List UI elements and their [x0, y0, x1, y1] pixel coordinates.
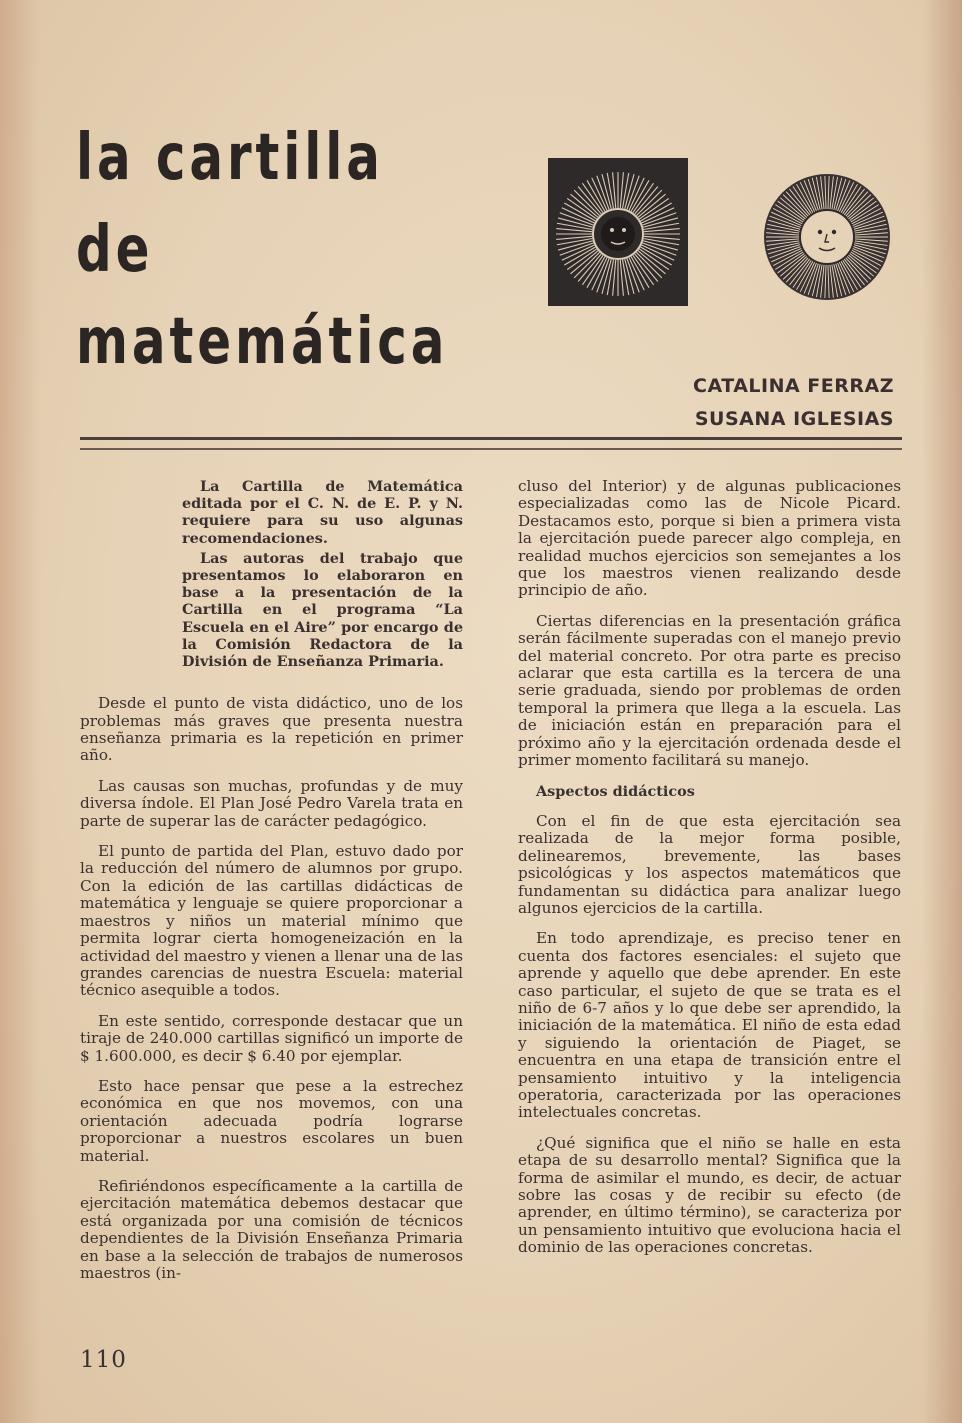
title-line: de [76, 213, 154, 287]
body-paragraph: En todo aprendizaje, es preciso tener en cuenta dos factores esenciales: el sujeto que aprende y aquello que debe aprender. En este caso particular, el sujeto de que se trata es el niño de 6-7 años y lo que debe ser aprendido, la iniciación de la matemática. El niño de esta edad y siguiendo la orientación de Piaget, se encuentra en una etapa de transición entre el pensamiento intuitivo y la inteligencia operatoria, caracterizada por las operaciones intelectuales concretas. [518, 929, 901, 1122]
sun-emblem-square [548, 158, 688, 306]
header-divider [80, 437, 902, 450]
sun-face-icon [548, 158, 688, 306]
sun-emblem-round [762, 172, 892, 302]
article-title [76, 112, 448, 388]
section-heading: Aspectos didácticos [536, 782, 695, 800]
page-edge-right [922, 0, 962, 1423]
sun-face-icon [762, 172, 892, 302]
body-paragraph: cluso del Interior) y de algunas publicaciones especializadas como las de Nicole Picard. Destacamos esto, porque si bien a primera vista la ejercitación puede parecer algo compleja, en realidad muchos ejercicios son semejantes a los que los maestros vienen realizando desde principio de año. [518, 477, 901, 600]
body-paragraph: El punto de partida del Plan, estuvo dado por la reducción del número de alumnos por grupo. Con la edición de las cartillas didácticas de matemática y lenguaje se quiere proporcionar a maestros y niños un material mínimo que permita lograr cierta homogeneización en la actividad del maestro y vienen a llenar una de las grandes carencias de nuestra Escuela: material técnico asequible a todos. [80, 842, 463, 1000]
body-paragraph: Las causas son muchas, profundas y de muy diversa índole. El Plan José Pedro Varela trata en parte de superar las de carácter pedagógico. [80, 776, 463, 830]
body-paragraph: Con el fin de que esta ejercitación sea realizada de la mejor forma posible, delinearemos, brevemente, las bases psicológicas y los aspectos matemáticos que fundamentan su didáctica para analizar luego algunos ejercicios de la cartilla. [518, 811, 901, 917]
intro-paragraph: Las autoras del trabajo que presentamos lo elaboraron en base a la presentación de la Cartilla en el programa “La Escuela en el Aire” por encargo de la Comisión Redactora de la División de Enseñanza Primaria. [182, 549, 463, 671]
page-edge-left [0, 0, 40, 1423]
body-paragraph: En este sentido, corresponde destacar que un tiraje de 240.000 cartillas significó un importe de $ 1.600.000, es decir $ 6.40 por ejemplar. [80, 1011, 463, 1065]
body-paragraph: Ciertas diferencias en la presentación gráfica serán fácilmente superadas con el manejo previo del material concreto. Por otra parte es preciso aclarar que esta cartilla es la tercera de una serie graduada, siendo por problemas de orden temporal la primera que llega a la escuela. Las de iniciación están en preparación para el próximo año y la ejercitación ordenada desde el primer momento facilitará su manejo. [518, 611, 901, 770]
body-paragraph: ¿Qué significa que el niño se halle en esta etapa de su desarrollo mental? Significa que la forma de asimilar el mundo, es decir, de actuar sobre las cosas y de recibir su efecto (de aprender, en último término), se caracteriza por un pensamiento intuitivo que evoluciona hacia el dominio de las operaciones concretas. [518, 1133, 901, 1257]
title-line: la cartilla [76, 121, 384, 195]
author-name: SUSANA IGLESIAS [694, 408, 894, 430]
title-line: matemática [76, 305, 449, 379]
column-left [80, 478, 463, 1295]
author-name: CATALINA FERRAZ [693, 375, 894, 397]
authors-byline [693, 370, 894, 436]
intro-paragraph: La Cartilla de Matemática editada por el C. N. de E. P. y N. requiere para su uso algunas recomendaciones. [182, 478, 463, 547]
body-paragraph: Esto hace pensar que pese a la estrechez económica en que nos movemos, con una orientación adecuada podría lograrse proporcionar a nuestros escolares un buen material. [80, 1076, 463, 1165]
page-number: 110 [80, 1347, 127, 1373]
column-right [518, 478, 901, 1270]
intro-note [182, 478, 463, 670]
body-paragraph: Refiriéndonos específicamente a la cartilla de ejercitación matemática debemos destacar que está organizada por una comisión de técnicos dependientes de la División Enseñanza Primaria en base a la selección de trabajos de numerosos maestros (in- [80, 1176, 463, 1283]
body-paragraph: Desde el punto de vista didáctico, uno de los problemas más graves que presenta nuestra enseñanza primaria es la repetición en primer año. [80, 694, 463, 765]
